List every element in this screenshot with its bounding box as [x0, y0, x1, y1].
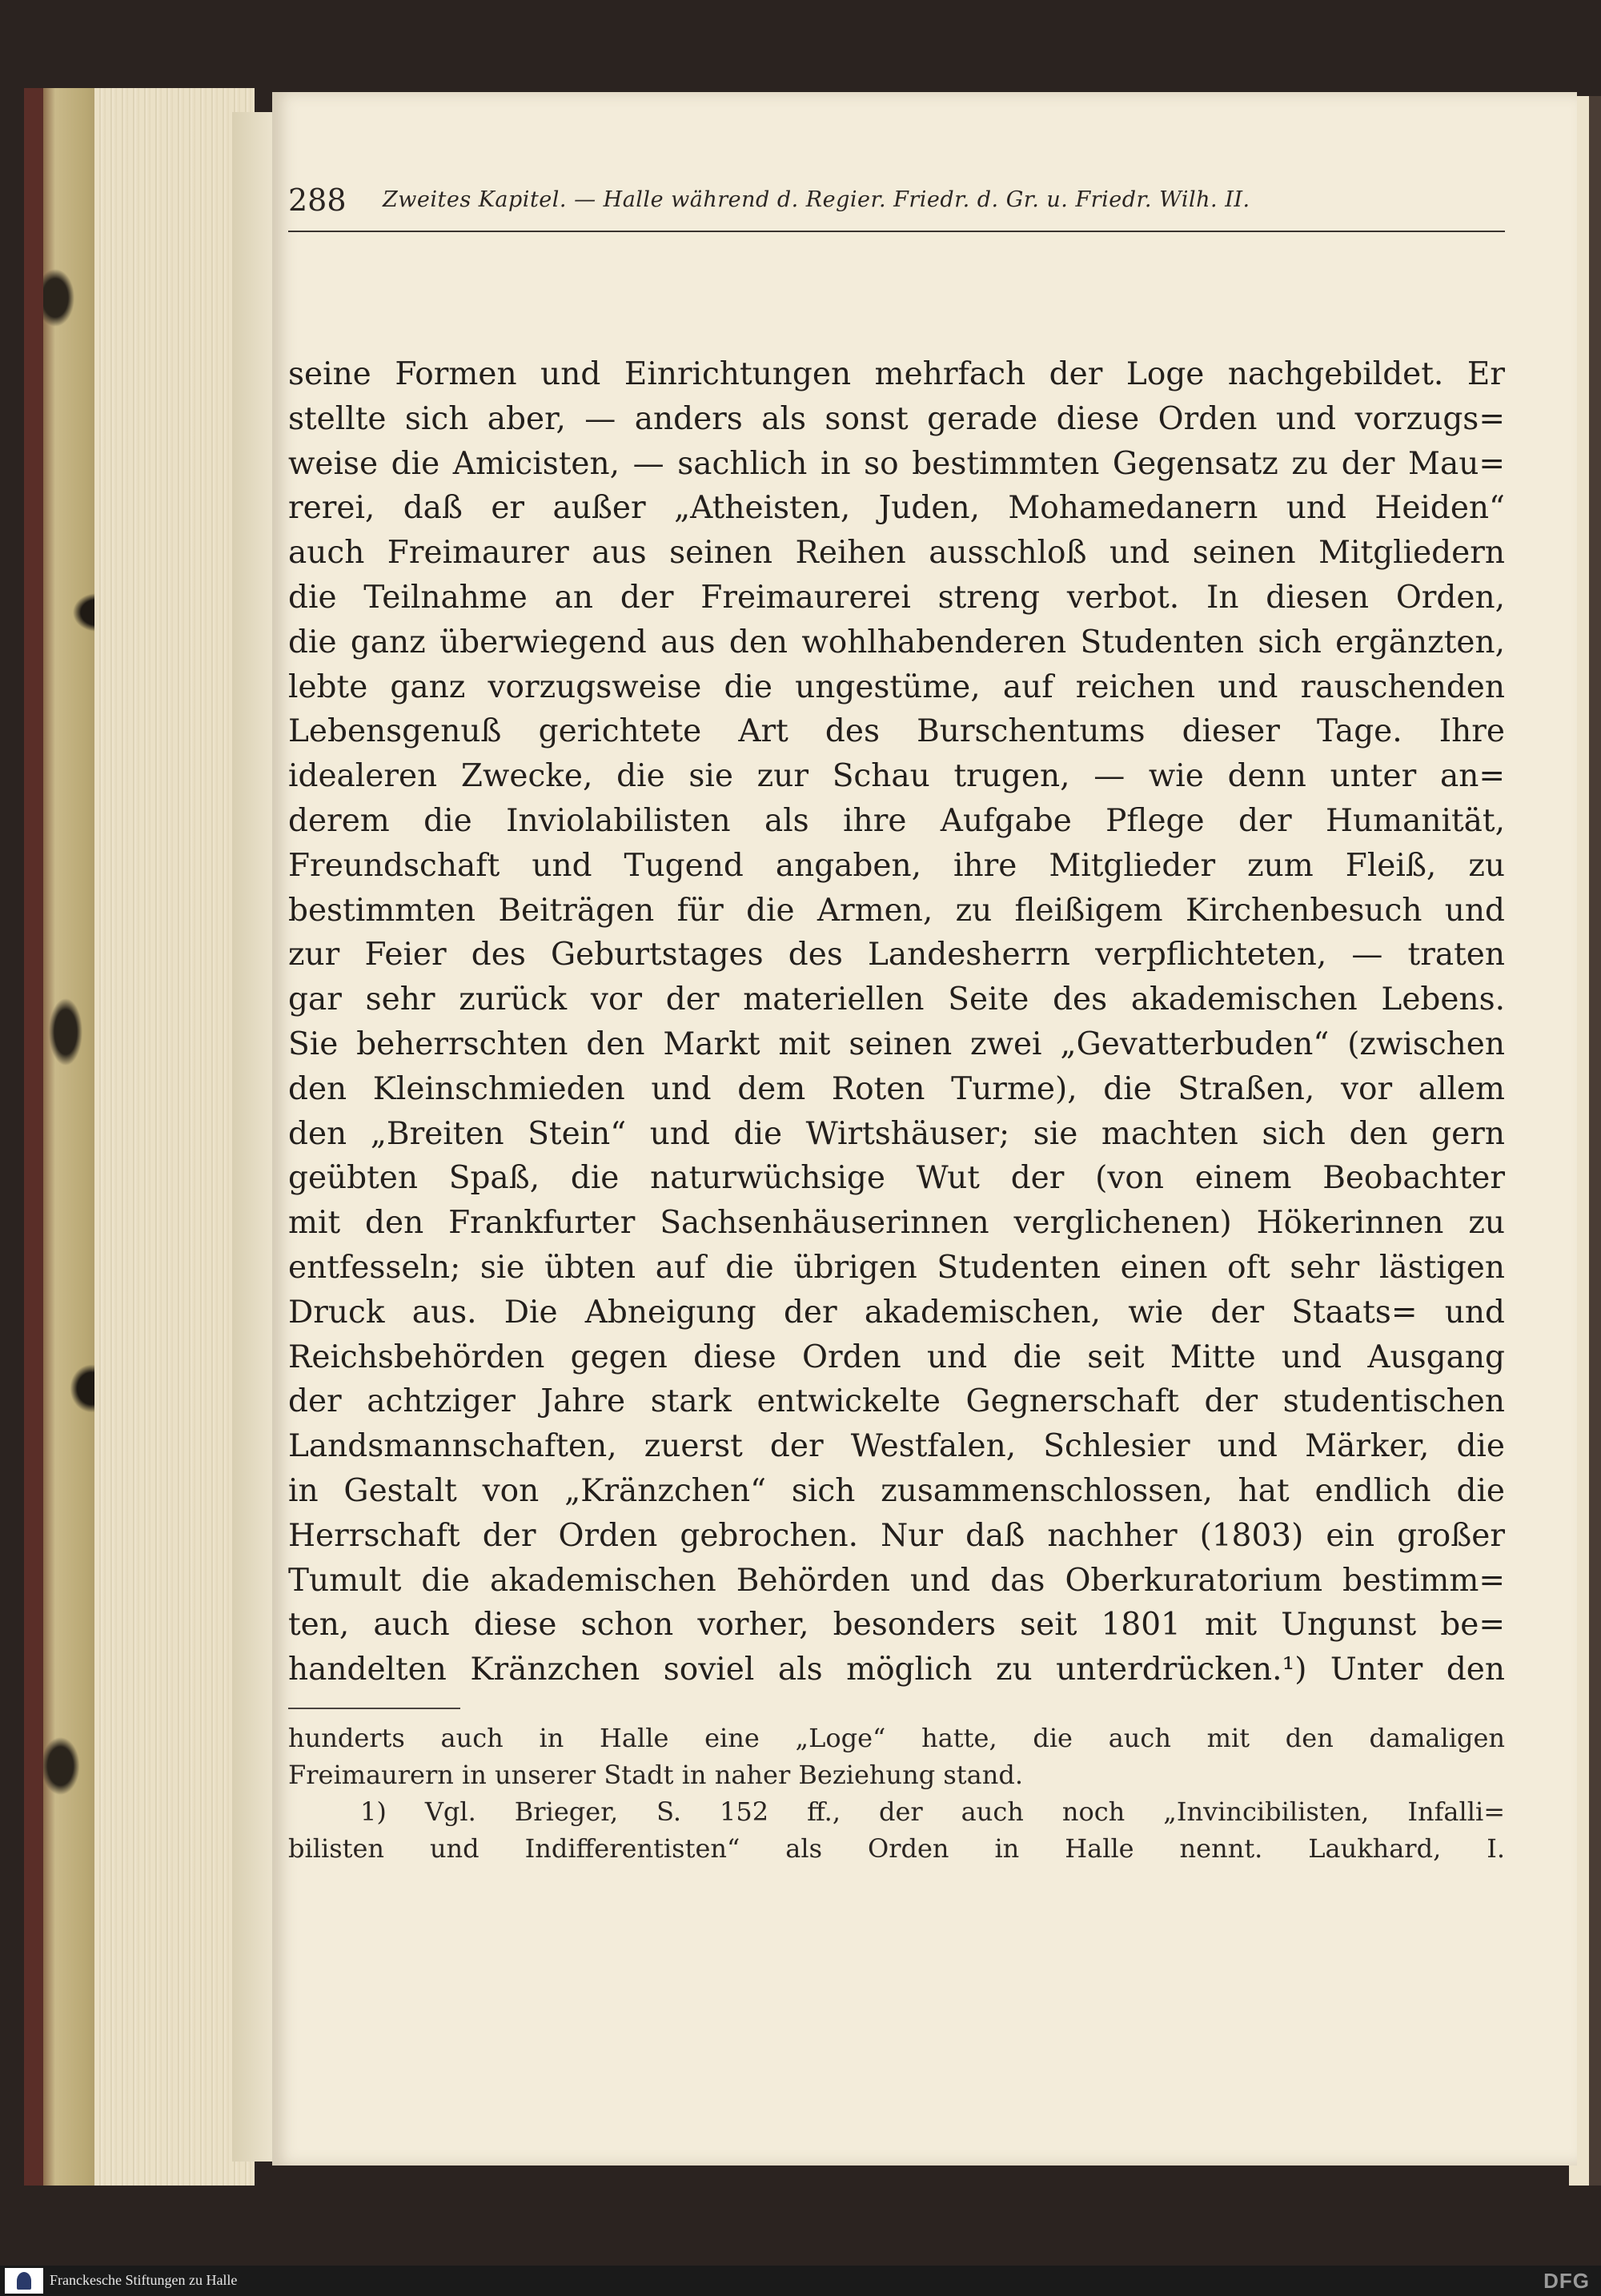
- text-line: entfesseln; sie übten auf die übrigen Studenten einen oft sehr lästigen: [288, 1249, 1505, 1286]
- text-line: handelten Kränzchen soviel als möglich zu unterdrücken.¹) Unter den: [288, 1652, 1505, 1688]
- text-line: gar sehr zurück vor der materiellen Seite des akademischen Lebens.: [288, 981, 1505, 1018]
- page-edges-left: [94, 88, 255, 2186]
- footnote-line: 1) Vgl. Brieger, S. 152 ff., der auch noch „Invincibilisten, Infalli=: [360, 1796, 1505, 1827]
- text-line: rerei, daß er außer „Atheisten, Juden, Mohamedanern und Heiden“: [288, 490, 1505, 527]
- footnote-line: Freimaurern in unserer Stadt in naher Beziehung stand.: [288, 1760, 1023, 1790]
- footnote-line: bilisten und Indifferentisten“ als Orden in Halle nennt. Laukhard, I.: [288, 1833, 1505, 1864]
- footnotes: [288, 1720, 1505, 1867]
- institution-logo[interactable]: [5, 2268, 43, 2294]
- text-line: derem die Inviolabilisten als ihre Aufgabe Pflege der Humanität,: [288, 802, 1505, 839]
- logo-icon: [17, 2272, 31, 2290]
- viewer-footer-bar: [0, 2266, 1601, 2296]
- text-line: in Gestalt von „Kränzchen“ sich zusammenschlossen, hat endlich die: [288, 1472, 1505, 1509]
- text-line: bestimmten Beiträgen für die Armen, zu fleißigem Kirchenbesuch und: [288, 892, 1505, 929]
- dfg-logo: DFG: [1543, 2269, 1590, 2293]
- page-header: [288, 183, 1505, 232]
- body-text: [288, 352, 1505, 1692]
- footnote-line: hunderts auch in Halle eine „Loge“ hatte, die auch mit den damaligen: [288, 1723, 1505, 1753]
- text-line: stellte sich aber, — anders als sonst gerade diese Orden und vorzugs=: [288, 400, 1505, 437]
- text-line: Reichsbehörden gegen diese Orden und die seit Mitte und Ausgang: [288, 1339, 1505, 1375]
- institution-name: Franckesche Stiftungen zu Halle: [50, 2272, 238, 2288]
- text-line: Lebensgenuß gerichtete Art des Burschentums dieser Tage. Ihre: [288, 713, 1505, 750]
- text-line: Landsmannschaften, zuerst der Westfalen, Schlesier und Märker, die: [288, 1428, 1505, 1465]
- text-line: lebte ganz vorzugsweise die ungestüme, auf reichen und rauschenden: [288, 668, 1505, 705]
- text-line: zur Feier des Geburtstages des Landesherrn verpflichteten, — traten: [288, 937, 1505, 973]
- text-line: Freundschaft und Tugend angaben, ihre Mitglieder zum Fleiß, zu: [288, 847, 1505, 884]
- text-line: Tumult die akademischen Behörden und das Oberkuratorium bestimm=: [288, 1562, 1505, 1599]
- text-line: Sie beherrschten den Markt mit seinen zwei „Gevatterbuden“ (zwischen: [288, 1026, 1505, 1062]
- text-line: idealeren Zwecke, die sie zur Schau trugen, — wie denn unter an=: [288, 758, 1505, 795]
- text-line: Herrschaft der Orden gebrochen. Nur daß nachher (1803) ein großer: [288, 1517, 1505, 1554]
- text-line: die ganz überwiegend aus den wohlhabenderen Studenten sich ergänzten,: [288, 624, 1505, 660]
- text-line: geübten Spaß, die naturwüchsige Wut der (von einem Beobachter: [288, 1160, 1505, 1197]
- text-line: seine Formen und Einrichtungen mehrfach der Loge nachgebildet. Er: [288, 356, 1505, 392]
- right-shadow: [1589, 96, 1601, 2186]
- book-spine: [24, 88, 43, 2186]
- footnote-rule: [288, 1708, 460, 1709]
- text-line: weise die Amicisten, — sachlich in so bestimmten Gegensatz zu der Mau=: [288, 445, 1505, 482]
- page-number: 288: [288, 183, 347, 218]
- running-head: Zweites Kapitel. — Halle während d. Regier. Friedr. d. Gr. u. Friedr. Wilh. II.: [383, 187, 1250, 212]
- text-line: die Teilnahme an der Freimaurerei streng verbot. In diesen Orden,: [288, 579, 1505, 616]
- text-line: der achtziger Jahre stark entwickelte Gegnerschaft der studentischen: [288, 1383, 1505, 1420]
- text-line: mit den Frankfurter Sachsenhäuserinnen verglichenen) Hökerinnen zu: [288, 1205, 1505, 1242]
- text-line: auch Freimaurer aus seinen Reihen ausschloß und seinen Mitgliedern: [288, 535, 1505, 572]
- text-line: Druck aus. Die Abneigung der akademischen, wie der Staats= und: [288, 1294, 1505, 1331]
- text-line: ten, auch diese schon vorher, besonders seit 1801 mit Ungunst be=: [288, 1607, 1505, 1644]
- text-line: den Kleinschmieden und dem Roten Turme), die Straßen, vor allem: [288, 1070, 1505, 1107]
- text-line: den „Breiten Stein“ und die Wirtshäuser; sie machten sich den gern: [288, 1115, 1505, 1152]
